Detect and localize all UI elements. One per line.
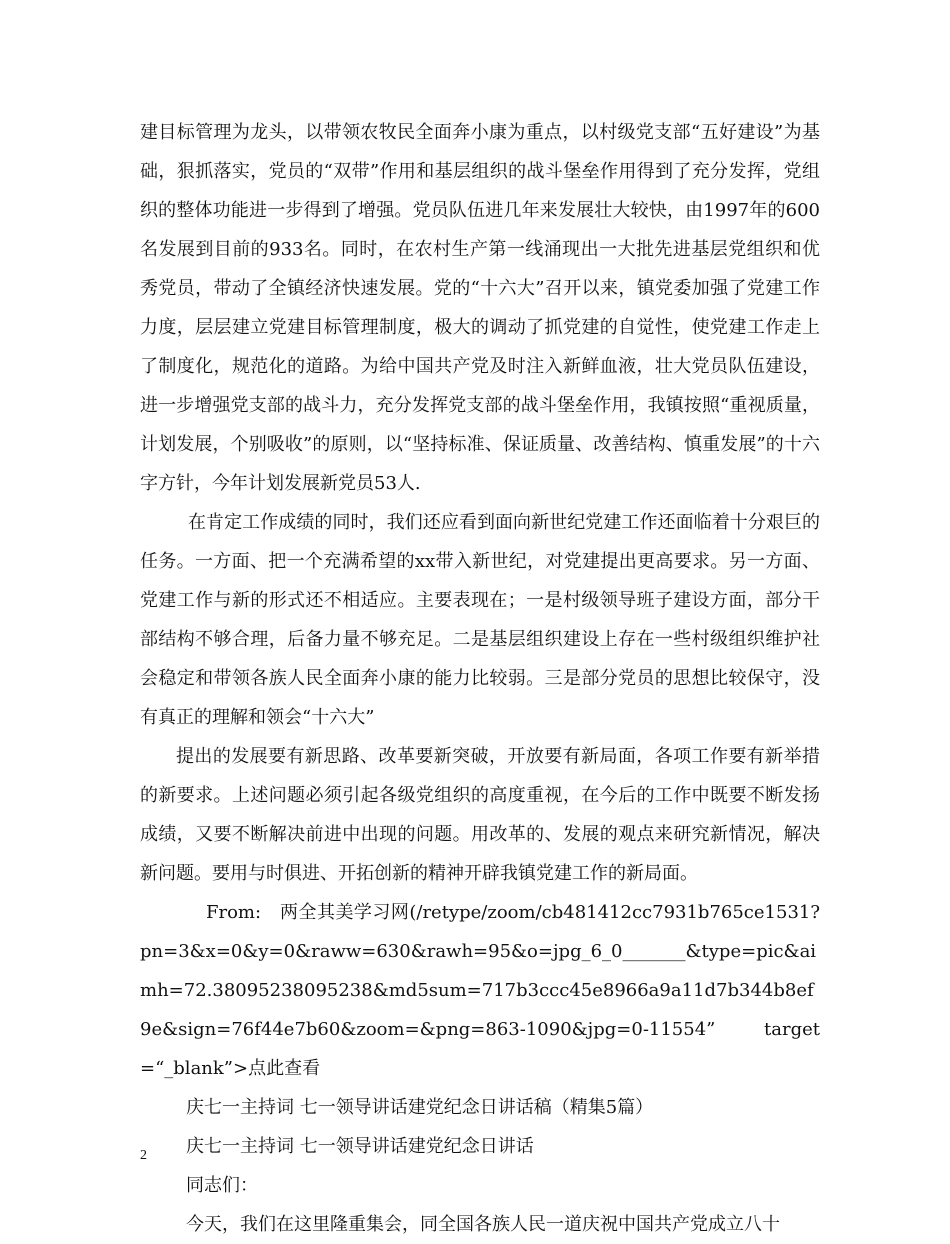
document-body <box>140 113 820 1244</box>
article-subtitle-line: 庆七一主持词 七一领导讲话建党纪念日讲话 <box>186 1136 534 1157</box>
article-title-line: 庆七一主持词 七一领导讲话建党纪念日讲话稿（精集5篇） <box>186 1097 654 1118</box>
paragraph-remaining-tasks: 在肯定工作成绩的同时，我们还应看到面向新世纪党建工作还面临着十分艰巨的任务。一方面、把一个充满希望的xx带入新世纪，对党建提出更高要求。另一方面、党建工作与新的形式还不相适应。主要表现在；一是村级领导班子建设方面，部分干部结构不够合理，后备力量不够充足。二是基层组织建设上存在一些村级组织维护社会稳定和带领各族人民全面奔小康的能力比较弱。三是部分党员的思想比较保守，没有真正的理解和领会“十六大” <box>140 512 820 728</box>
page-number: 2 <box>140 1148 147 1163</box>
salutation-line: 同志们： <box>186 1175 258 1196</box>
paragraph-party-building-achievements: 建目标管理为龙头，以带领农牧民全面奔小康为重点，以村级党支部“五好建设”为基础，狠抓落实，党员的“双带”作用和基层组织的战斗堡垒作用得到了充分发挥，党组织的整体功能进一步得到了增强。党员队伍进几年来发展壮大较快，由1997年的600名发展到目前的933名。同时，在农村生产第一线涌现出一大批先进基层党组织和优秀党员，带动了全镇经济快速发展。党的“十六大”召开以来，镇党委加强了党建工作力度，层层建立党建目标管理制度，极大的调动了抓党建的自觉性，使党建工作走上了制度化，规范化的道路。为给中国共产党及时注入新鲜血液，壮大党员队伍建设，进一步增强党支部的战斗力，充分发挥党支部的战斗堡垒作用，我镇按照“重视质量，计划发展，个别吸收”的原则，以“坚持标准、保证质量、改善结构、慎重发展”的十六字方针，今年计划发展新党员53人. <box>140 122 820 494</box>
source-link-text: From: 两全其美学习网(/retype/zoom/cb481412cc7931b765ce1531?pn=3&x=0&y=0&raww=630&rawh=95&o=jpg_6_0_______&type=pic&aimh=72.38095238095238&md5sum=717b3ccc45e8966a9a11d7b344b8ef9e&sign=76f44e7b60&zoom=&png=863-1090&jpg=0-11554” target=“_blank”>点此查看 <box>140 902 820 1079</box>
speech-opening-line: 今天，我们在这里隆重集会，同全国各族人民一道庆祝中国共产党成立八十 <box>186 1214 780 1235</box>
paragraph-new-requirements: 提出的发展要有新思路、改革要新突破，开放要有新局面，各项工作要有新举措的新要求。上述问题必须引起各级党组织的高度重视，在今后的工作中既要不断发扬成绩，又要不断解决前进中出现的问题。用改革的、发展的观点来研究新情况，解决新问题。要用与时俱进、开拓创新的精神开辟我镇党建工作的新局面。 <box>140 746 820 884</box>
